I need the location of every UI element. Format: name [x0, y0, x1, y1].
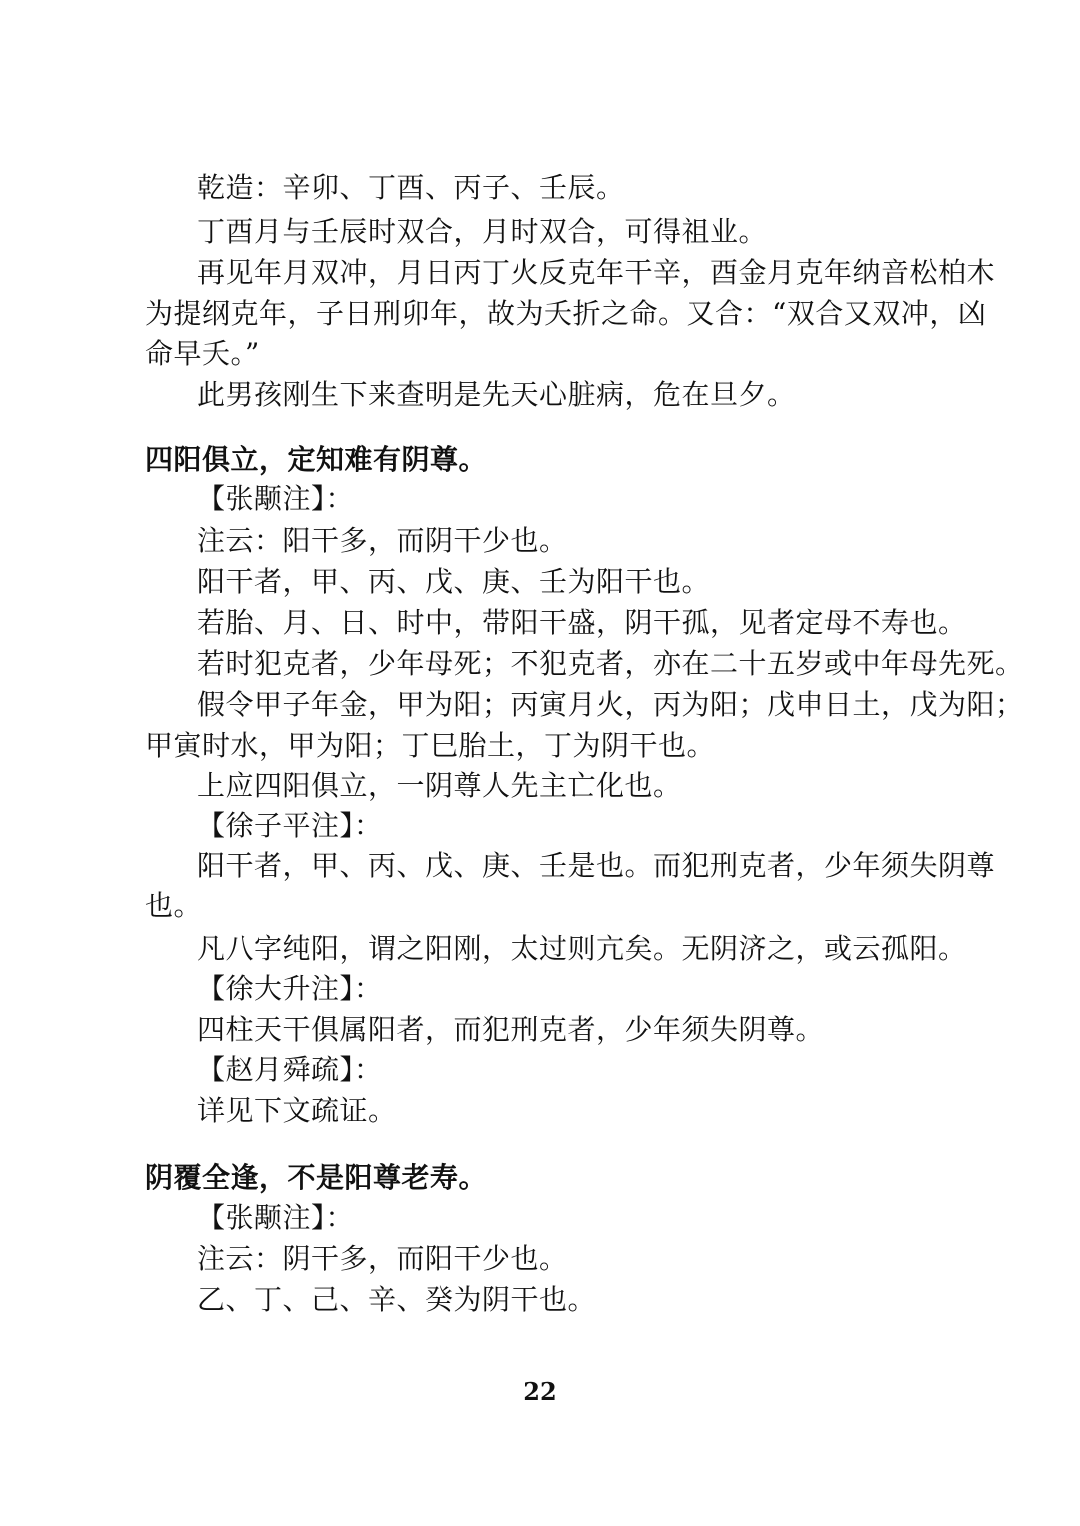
commentary-label: 【赵月舜疏】：: [197, 1053, 383, 1086]
paragraph-line: 假令甲子年金，甲为阳；丙寅月火，丙为阳；戊申日土，戊为阳；: [197, 688, 1024, 721]
paragraph-line: 阳干者，甲、丙、戊、庚、壬是也。而犯刑克者，少年须失阴尊: [197, 849, 996, 882]
paragraph-line: 再见年月双冲，月日丙丁火反克年干辛，酉金月克年纳音松柏木: [197, 256, 996, 289]
section-heading: 四阳俱立，定知难有阴尊。: [145, 443, 488, 476]
paragraph-line: 命早夭。”: [145, 337, 260, 370]
commentary-label: 【徐大升注】：: [197, 972, 383, 1005]
commentary-label: 【张颙注】：: [197, 1201, 355, 1234]
paragraph-line: 注云：阴干多，而阳干少也。: [197, 1242, 568, 1275]
paragraph-line: 上应四阳俱立，一阴尊人先主亡化也。: [197, 769, 682, 802]
case-pillars-line: 乾造：辛卯、丁酉、丙子、壬辰。: [197, 171, 625, 204]
paragraph-line: 详见下文疏证。: [197, 1094, 397, 1127]
section-heading: 阴覆全逢，不是阳尊老寿。: [145, 1161, 488, 1194]
commentary-label: 【张颙注】：: [197, 482, 355, 515]
paragraph-line: 注云：阳干多，而阴干少也。: [197, 524, 568, 557]
paragraph-line: 为提纲克年，子日刑卯年，故为夭折之命。又合：“双合又双冲，凶: [145, 297, 987, 330]
paragraph-line: 若胎、月、日、时中，带阳干盛，阴干孤，见者定母不寿也。: [197, 606, 967, 639]
paragraph-line: 凡八字纯阳，谓之阳刚，太过则亢矣。无阴济之，或云孤阳。: [197, 932, 967, 965]
paragraph-line: 若时犯克者，少年母死；不犯克者，亦在二十五岁或中年母先死。: [197, 647, 1024, 680]
paragraph-line: 也。: [145, 889, 203, 922]
commentary-label: 【徐子平注】：: [197, 809, 383, 842]
paragraph-line: 四柱天干俱属阳者，而犯刑克者，少年须失阴尊。: [197, 1013, 825, 1046]
paragraph-line: 甲寅时水，甲为阳；丁巳胎土，丁为阴干也。: [145, 729, 716, 762]
page-number: 22: [523, 1377, 557, 1406]
paragraph-line: 此男孩刚生下来查明是先天心脏病，危在旦夕。: [197, 378, 796, 411]
paragraph-line: 乙、丁、己、辛、癸为阴干也。: [197, 1283, 597, 1316]
paragraph-line: 阳干者，甲、丙、戊、庚、壬为阳干也。: [197, 565, 711, 598]
paragraph-line: 丁酉月与壬辰时双合，月时双合，可得祖业。: [197, 215, 768, 248]
